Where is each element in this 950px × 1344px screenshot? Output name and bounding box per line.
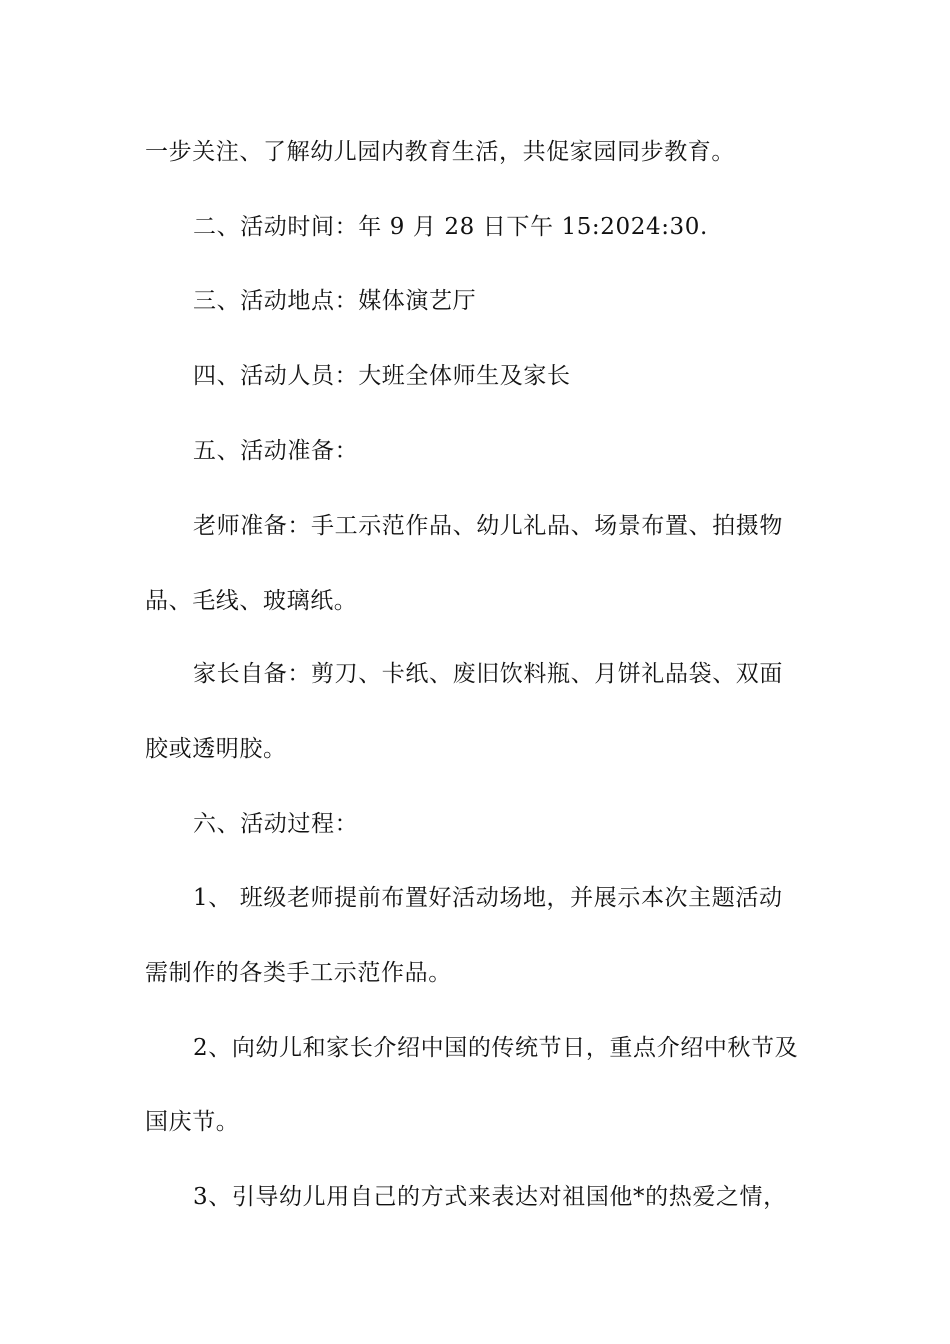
paragraph-line: 需制作的各类手工示范作品。 xyxy=(145,960,452,986)
paragraph-line: 老师准备：手工示范作品、幼儿礼品、场景布置、拍摄物 xyxy=(193,513,783,539)
list-item: 3、引导幼儿用自己的方式来表达对祖国他*的热爱之情， xyxy=(193,1184,787,1210)
paragraph-line: 家长自备：剪刀、卡纸、废旧饮料瓶、月饼礼品袋、双面 xyxy=(193,661,783,687)
paragraph-line: 胶或透明胶。 xyxy=(145,736,287,762)
section-heading-process: 六、活动过程： xyxy=(193,811,359,837)
paragraph-line: 品、毛线、玻璃纸。 xyxy=(145,588,358,614)
section-heading-participants: 四、活动人员：大班全体师生及家长 xyxy=(193,363,571,389)
list-item: 1、 班级老师提前布置好活动场地，并展示本次主题活动 xyxy=(193,885,783,911)
list-item: 2、向幼儿和家长介绍中国的传统节日，重点介绍中秋节及 xyxy=(193,1035,799,1061)
paragraph-line: 一步关注、了解幼儿园内教育生活，共促家园同步教育。 xyxy=(145,139,735,165)
paragraph-line: 国庆节。 xyxy=(145,1109,240,1135)
section-heading-time: 二、活动时间：年 9 月 28 日下午 15:2024:30. xyxy=(193,214,708,240)
section-heading-preparation: 五、活动准备： xyxy=(193,438,359,464)
section-heading-location: 三、活动地点：媒体演艺厅 xyxy=(193,288,477,314)
